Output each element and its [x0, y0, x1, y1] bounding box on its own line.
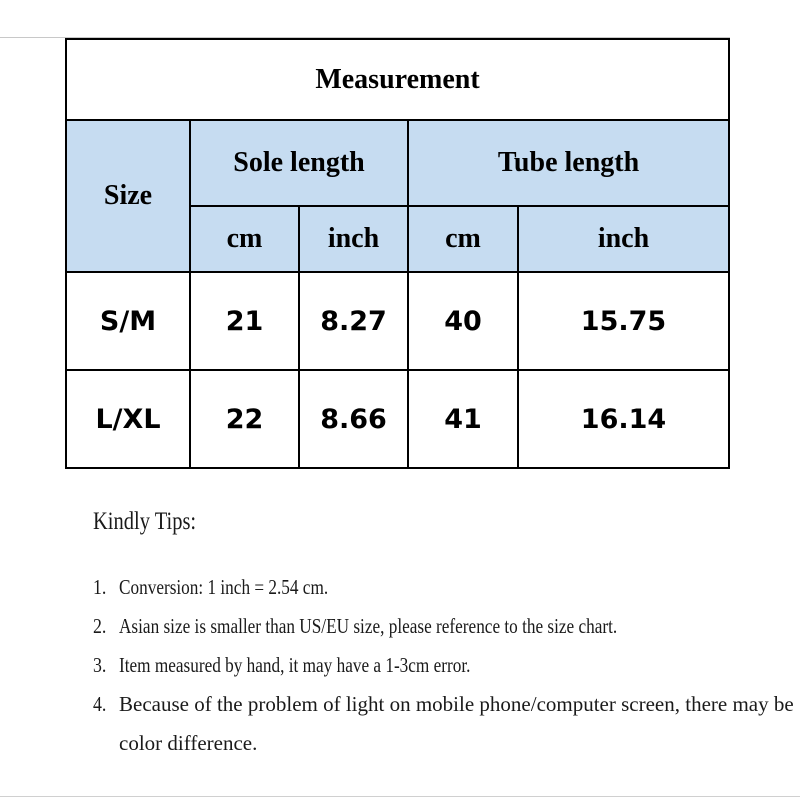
list-item — [93, 685, 794, 763]
measurement-table — [65, 38, 730, 469]
tip-number: 3. — [93, 653, 107, 677]
tip-text — [119, 685, 794, 763]
unit-header-tube-cm: cm — [408, 206, 518, 272]
sole-inch-cell: 8.66 — [299, 370, 408, 468]
tip-number: 2. — [93, 614, 107, 638]
tips-list — [93, 568, 794, 763]
tube-length-header: Tube length — [408, 120, 729, 206]
list-item — [93, 607, 733, 646]
list-item — [93, 646, 733, 685]
size-cell: L/XL — [66, 370, 190, 468]
unit-header-sole-inch: inch — [299, 206, 408, 272]
bottom-divider — [0, 796, 800, 797]
list-item — [93, 568, 733, 607]
sole-inch-cell: 8.27 — [299, 272, 408, 370]
sole-cm-cell: 22 — [190, 370, 299, 468]
tube-inch-cell: 16.14 — [518, 370, 729, 468]
tip-text: Asian size is smaller than US/EU size, please reference to the size chart. — [119, 614, 618, 638]
tip-text-line: color difference. — [119, 731, 258, 755]
tip-text: Conversion: 1 inch = 2.54 cm. — [119, 575, 329, 599]
size-cell: S/M — [66, 272, 190, 370]
table-row — [66, 272, 729, 370]
tip-text: Item measured by hand, it may have a 1-3cm error. — [119, 653, 471, 677]
tube-cm-cell: 41 — [408, 370, 518, 468]
kindly-tips — [93, 508, 794, 763]
unit-header-sole-cm: cm — [190, 206, 299, 272]
sole-cm-cell: 21 — [190, 272, 299, 370]
tube-cm-cell: 40 — [408, 272, 518, 370]
tube-inch-cell: 15.75 — [518, 272, 729, 370]
unit-header-tube-inch: inch — [518, 206, 729, 272]
size-header: Size — [66, 120, 190, 272]
tip-number: 4. — [93, 692, 107, 716]
table-title: Measurement — [66, 39, 729, 120]
tips-title: Kindly Tips: — [93, 508, 197, 535]
tip-text-line: Because of the problem of light on mobile phone/computer screen, there may be — [119, 692, 794, 716]
sole-length-header: Sole length — [190, 120, 408, 206]
tip-number: 1. — [93, 575, 107, 599]
table-row — [66, 370, 729, 468]
